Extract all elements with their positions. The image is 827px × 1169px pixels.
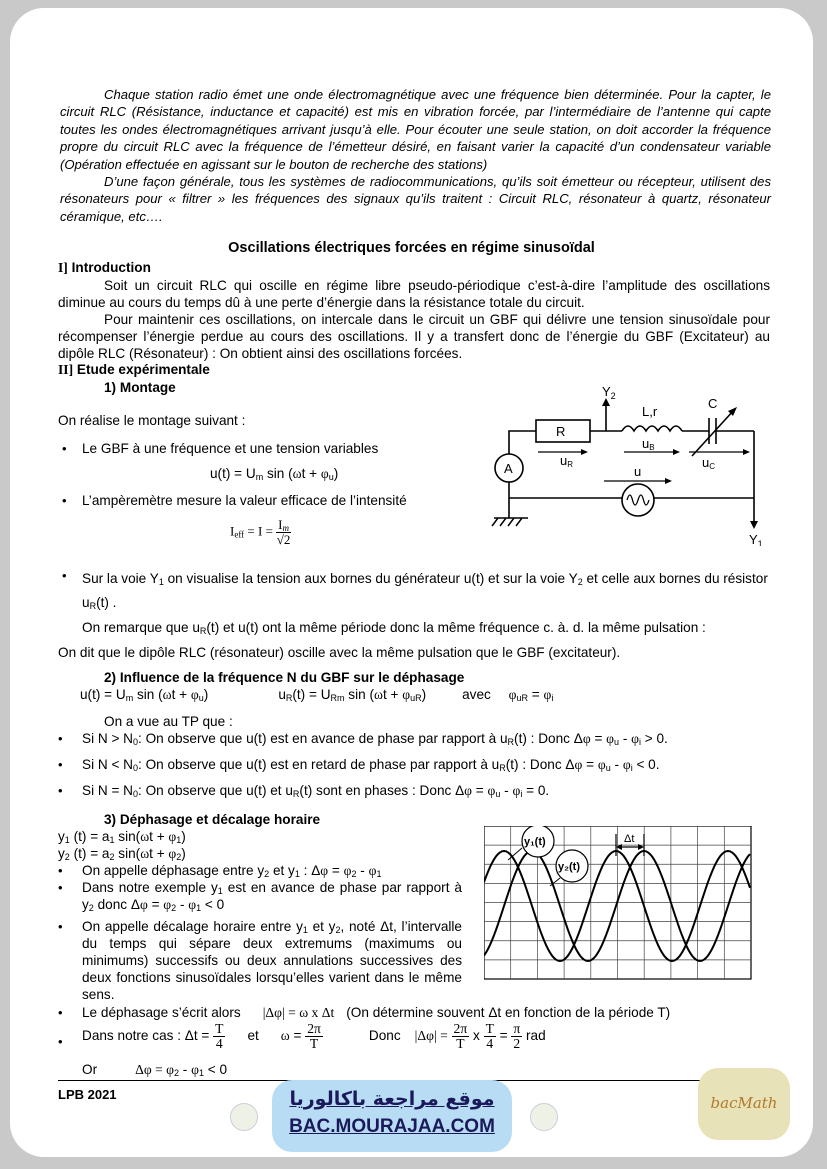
dephasage-formula: Le déphasage s’écrit alors |Δφ| = ω x Δt (On détermine souvent Δt en fonction de la période T) bbox=[82, 1005, 671, 1020]
example: Dans notre exemple $y_1$ est en avance de phase par rapport à $y_2$ donc $\Delta\varphi = \varphi_2 - \varphi_1 < 0$ bbox=[82, 880, 462, 913]
montage-intro: On réalise le montage suivant : bbox=[58, 413, 246, 428]
bullet: • bbox=[58, 783, 63, 798]
formula-y1: $y_1$ $(t) = a_1$ $\sin(\omega t + \varphi_1)$ bbox=[58, 829, 186, 845]
bullet-amperemetre: L’ampèremètre mesure la valeur efficace de l’intensité bbox=[82, 493, 407, 508]
case-phase: Si $N = N_0$: On observe que u(t) et $u_R(t)$ sont en phases : Donc $\Delta\varphi = \varphi_u - \varphi_i = 0$. bbox=[82, 783, 550, 799]
circuit-diagram bbox=[484, 376, 784, 546]
bullet: • bbox=[58, 757, 63, 772]
bullet: • bbox=[58, 731, 63, 746]
page-title: Oscillations électriques forcées en régime sinusoïdal bbox=[228, 240, 595, 256]
banner-url[interactable]: BAC.MOURAJAA.COM bbox=[289, 1116, 495, 1137]
banner-arabic[interactable]: موقع مراجعة باكالوريا bbox=[289, 1088, 495, 1110]
footer-label: LPB 2021 bbox=[58, 1087, 117, 1102]
decalage-definition: On appelle décalage horaire entre $y_1$ et $y_2$, noté Δt, l’intervalle du temps qui sépare deux extremums (maximums ou minimums) successifs ou deux annulations successives des deux fonctions sinusoïdales lorsqu’elles varient dans le même sens. bbox=[82, 919, 462, 1002]
site-banner[interactable] bbox=[272, 1080, 512, 1152]
label-y2t: y₂(t) bbox=[558, 861, 580, 873]
intro-paragraph-1: Chaque station radio émet une onde électromagnétique avec une fréquence bien déterminée. Pour la capter, le circuit RLC (Résistance, inductance et capacité) est mis en vibration forcée, par l’intermédiaire de l’antenne qui capte toutes les ondes électromagnétiques arrivant jusqu’à elle. Pour écouter une seule station, on doit accorder la fréquence propre du circuit RLC avec la fréquence de l’émetteur désiré, en faisant varier la capacité d’un condensateur variable (Opération effectuée en agissant sur le bouton de recherche des stations) bbox=[60, 87, 771, 172]
oscillogram bbox=[484, 826, 752, 980]
bullet: • bbox=[58, 1034, 63, 1049]
bullet: • bbox=[58, 919, 63, 934]
label-c: C bbox=[708, 396, 718, 411]
book-logo-icon bbox=[230, 1103, 258, 1131]
bullet: • bbox=[58, 880, 63, 895]
subsection-montage: 1) Montage bbox=[104, 380, 176, 395]
bullet: • bbox=[58, 1005, 63, 1020]
subsection-influence: 2) Influence de la fréquence N du GBF sur le déphasage bbox=[104, 670, 465, 685]
label-ub: uB bbox=[642, 436, 655, 452]
remarque: On remarque que $u_R(t)$ et u(t) ont la même période donc la même fréquence c. à. d. la même pulsation : bbox=[82, 620, 706, 636]
label-dt: Δt bbox=[624, 833, 635, 845]
notre-cas: Dans notre cas : Δt = $\frac{T}{4}$ et ω = $\frac{2\pi}{T}$ Donc |Δφ| = $\frac{2\pi}{T}$ x $\frac{T}{4}$ = $\frac{\pi}{2}$ rad bbox=[82, 1021, 546, 1051]
label-y1: $Y_1$ bbox=[749, 532, 763, 546]
conclusion: On dit que le dipôle RLC (résonateur) oscille avec la même pulsation que le GBF (excitateur). bbox=[58, 645, 621, 660]
subsection-dephasage: 3) Déphasage et décalage horaire bbox=[104, 812, 321, 827]
label-ur: uR bbox=[560, 453, 574, 469]
bullet: • bbox=[58, 863, 63, 878]
bullet: • bbox=[62, 441, 67, 456]
bullet-gbf: Le GBF à une fréquence et une tension variables bbox=[82, 441, 379, 456]
document-page bbox=[10, 8, 813, 1157]
section-2-heading: II] Etude expérimentale bbox=[58, 362, 210, 377]
label-r: R bbox=[556, 424, 566, 439]
label-a: A bbox=[504, 461, 513, 476]
formula-line: $u(t) = U_m$ $\sin (\omega t + \varphi_u)$ $u_R(t) = U_{Rm}$ $\sin (\omega t + \varphi_{uR})$ avec $\varphi_{uR} = \varphi_i$ bbox=[80, 687, 554, 703]
section-1-paragraph-2: Pour maintenir ces oscillations, on intercale dans le circuit un GBF qui délivre une tension sinusoïdale pour récompenser l’énergie perdue au cours des oscillations. Il y a transfert donc de l’énergie du GBF (Excitateur) au dipôle RLC (Résonateur) : On obtient ainsi des oscillations forcées. bbox=[58, 312, 770, 361]
label-y2: $Y_2$ bbox=[602, 384, 616, 401]
bullet: • bbox=[62, 568, 67, 583]
case-retard: Si $N < N_0$: On observe que u(t) est en retard de phase par rapport à $u_R(t)$ : Donc $\Delta\varphi = \varphi_u - \varphi_i < 0$. bbox=[82, 757, 660, 773]
bullet-voies: Sur la voie $Y_1$ on visualise la tension aux bornes du générateur u(t) et sur la voie $Y_2$ et celle aux bornes du résistor $u_R(t)$ . bbox=[82, 571, 768, 611]
or-line: Or $\Delta\varphi = \varphi_2 - \varphi_1 < 0$ bbox=[82, 1062, 228, 1078]
book-logo-icon bbox=[530, 1103, 558, 1131]
label-u: u bbox=[634, 464, 642, 479]
dephasage-definition: On appelle déphasage entre $y_2$ et $y_1$ : $\Delta\varphi = \varphi_2 - \varphi_1$ bbox=[82, 863, 382, 879]
label-y1t: y₁(t) bbox=[524, 836, 546, 848]
intro-paragraph-2: D’une façon générale, tous les systèmes de radiocommunications, qu’ils soit émetteur ou récepteur, utilisent des résonateurs pour « filtrer » les fréquences des signaux qu’ils traitent : Circuit RLC, résonateur à quartz, résonateur céramique, etc…. bbox=[60, 174, 771, 224]
inductor bbox=[622, 426, 682, 431]
label-uc: uC bbox=[702, 455, 716, 471]
tp-intro: On a vue au TP que : bbox=[104, 714, 233, 729]
section-1-heading: I] Introduction bbox=[58, 260, 151, 275]
case-advance: Si $N > N_0$: On observe que u(t) est en avance de phase par rapport à $u_R(t)$ : Donc $\Delta\varphi = \varphi_u - \varphi_i > 0$. bbox=[82, 731, 668, 747]
formula-ieff: $I_{eff} = I$ = $\frac{I_m}{√2}$ bbox=[230, 517, 291, 547]
formula-y2: $y_2$ $(t) = a_2$ $\sin(\omega t + \varphi_2)$ bbox=[58, 846, 186, 862]
label-lr: L,r bbox=[642, 404, 658, 419]
bacmath-logo: bacMath bbox=[698, 1068, 790, 1140]
section-1-paragraph-1: Soit un circuit RLC qui oscille en régime libre pseudo-périodique c’est-à-dire l’amplitude des oscillations diminue au cours du temps dû à une perte d’énergie dans la résistance totale du circuit. bbox=[58, 278, 770, 310]
formula-u: $u(t) = U_m$ $\sin (\omega t + \varphi_u)$ bbox=[210, 466, 339, 482]
bullet: • bbox=[62, 493, 67, 508]
